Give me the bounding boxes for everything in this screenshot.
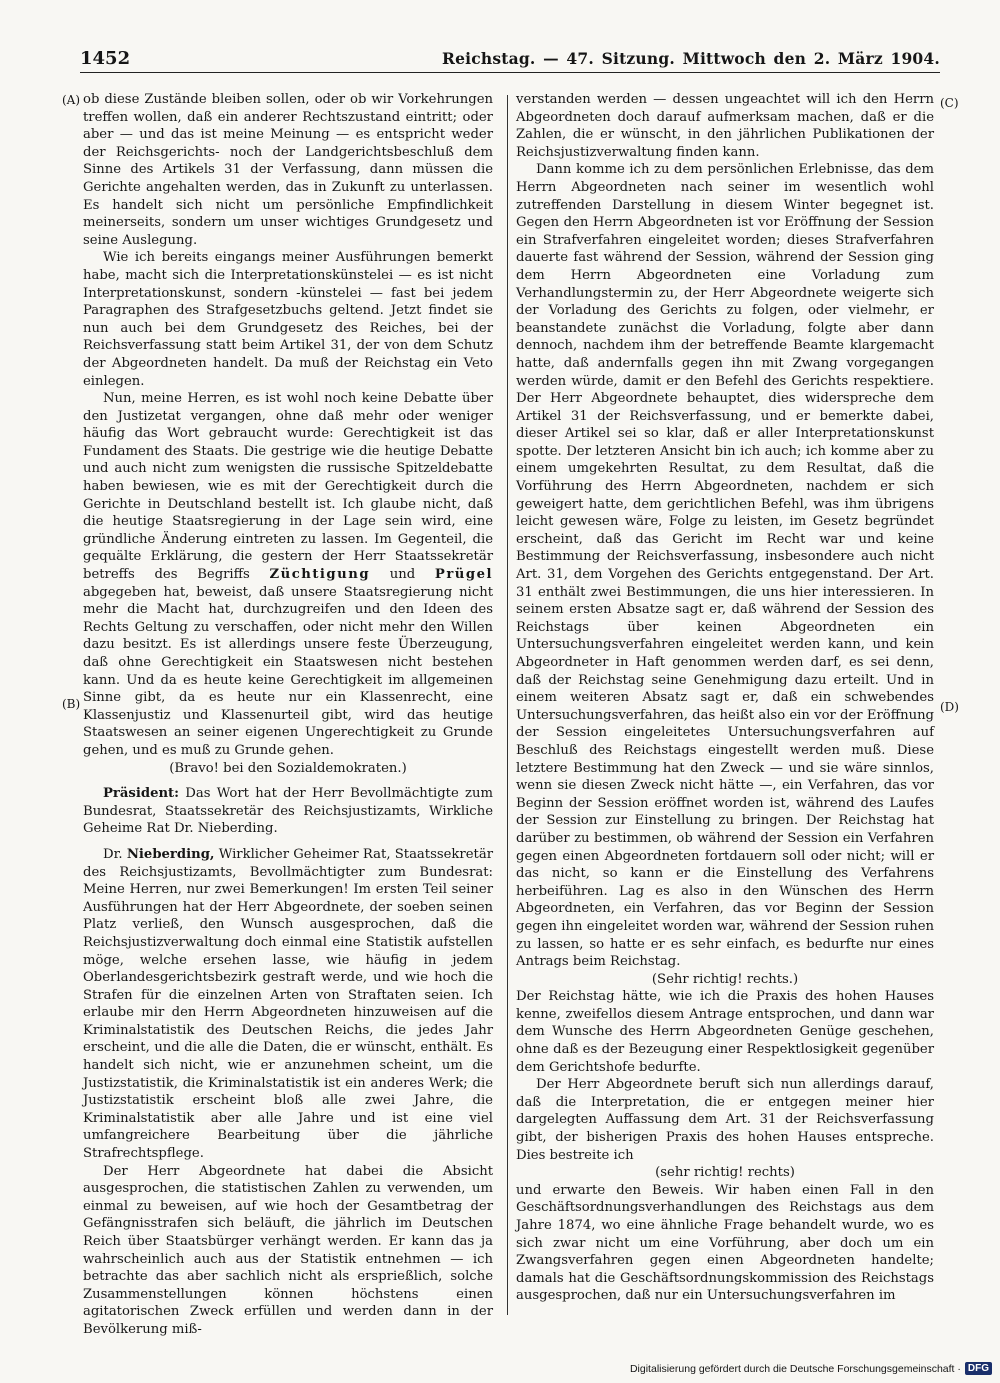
- paragraph-text: Nun, meine Herren, es ist wohl noch keine Debatte über den Justizetat vergangen, ohne daß mehr oder weniger häufig das Wort gebraucht wurde: Gerechtigkeit ist das Fundament des Staats. Die gestrige wie die heutige Debatte und auch nicht zum wenigsten die russische Spitzeldebatte haben bewiesen, wie es mit der Gerechtigkeit durch die Gerichte in Deutschland bestellt ist. Ich glaube nicht, daß die heutige Staatsregierung in der Lage sein wird, eine gründliche Änderung eintreten zu lassen. Im Gegenteil, die gequälte Erklärung, die gestern der Herr Staatssekretär betreffs des Begriffs: [83, 391, 493, 583]
- paragraph: verstanden werden — dessen ungeachtet will ich den Herrn Abgeordneten doch darauf aufmerksam machen, daß er die Zahlen, die er wünscht, in den jährlichen Publikationen der Reichsjustizverwaltung finden kann.: [516, 92, 934, 160]
- paragraph: ob diese Zustände bleiben sollen, oder ob wir Vorkehrungen treffen wollen, daß ein anderer Rechtszustand eintritt; oder aber — und das ist meine Meinung — es entspricht weder der Reichsgerichts- noch der Landgerichtsbeschluß dem Sinne des Artikels 31 der Verfassung, dann müssen die Gerichte angehalten werden, das in Zukunft zu unterlassen. Es handelt sich nicht um persönliche Empfindlichkeit meinerseits, sondern um unser wichtiges Grundgesetz und seine Auslegung.: [83, 92, 493, 248]
- speaker-title: Dr.: [103, 846, 123, 862]
- left-column: [83, 91, 493, 1339]
- paragraph: Der Herr Abgeordnete hat dabei die Absicht ausgesprochen, die statistischen Zahlen zu verwenden, um einmal zu beweisen, auf wie hoch der Gesamtbetrag der Gefängnisstrafen sich beläuft, die jährlich im Deutschen Reich über Staatsbürger verhängt werden. Er kann das ja wahrscheinlich auch aus der Statistik entnehmen — ich betrachte das aber sachlich nicht als ersprießlich, solche Zusammenstellungen können höchstens einen agitatorischen Zweck erfüllen und werden dann in der Bevölkerung miß-: [83, 1163, 493, 1337]
- paragraph-text: Wirklicher Geheimer Rat, Staatssekretär des Reichsjustizamts, Bevollmächtigter zum Bundesrat: Meine Herren, nur zwei Bemerkungen! Im ersten Teil seiner Ausführungen hat der Herr Abgeordnete, der soeben seinen Platz verließ, den Wunsch ausgesprochen, daß die Reichsjustizverwaltung doch einmal eine Statistik aufstellen möge, welche ersehen lasse, wie häufig in jedem Oberlandesgerichtsbezirk gestraft werde, und wie hoch die Strafen für die einzelnen Arten von Straftaten seien. Ich erlaube mir den Herrn Abgeordneten hinzuweisen auf die Kriminalstatistik des Deutschen Reichs, die jedes Jahr erscheint, und die alle die Daten, die er wünscht, enthält. Es handelt sich nicht, wie er anzunehmen scheint, um die Justizstatistik, die Kriminalstatistik ist ein anderes Werk; die Justizstatistik erscheint bloß alle zwei Jahre, die Kriminalstatistik aber alle Jahre und ist eine viel umfangreichere Bearbeitung über die jährliche Strafrechtspflege.: [83, 846, 493, 1162]
- margin-marker-c: (C): [940, 96, 959, 110]
- paragraph: [83, 785, 493, 838]
- margin-marker-d: (D): [940, 700, 959, 714]
- emphasis-word: Prügel: [434, 567, 493, 583]
- paragraph-text: und: [389, 567, 416, 583]
- margin-marker-b: (B): [62, 697, 81, 711]
- paragraph: und erwarte den Beweis. Wir haben einen Fall in den Geschäftsordnungsverhandlungen des Reichstags aus dem Jahre 1874, wo eine ähnliche Frage behandelt wurde, wo es sich zwar nicht um eine Vorführung, aber doch um ein Zwangsverfahren gegen einen Abgeordneten handelte; damals hat die Geschäftsordnungskommission des Reichstags ausgesprochen, daß nur ein Untersuchungsverfahren im: [516, 1182, 934, 1304]
- right-column: [516, 91, 934, 1305]
- digitization-credit: [630, 1362, 992, 1375]
- header-rule: [80, 72, 940, 73]
- paragraph: [83, 390, 493, 759]
- credit-text: Digitalisierung gefördert durch die Deutsche Forschungsgemeinschaft ·: [629, 1362, 961, 1375]
- interjection: (Sehr richtig! rechts.): [651, 971, 799, 987]
- paragraph-text: abgegeben hat, beweist, daß unsere Staatsregierung nicht mehr die Macht hat, durchzugreifen und den Ideen des Rechts Geltung zu verschaffen, oder nicht mehr den Willen dazu besitzt. Es ist allerdings unsere feste Überzeugung, daß ohne Gerechtigkeit ein Staatswesen nicht bestehen kann. Und da es heute keine Gerechtigkeit im allgemeinen Sinne gibt, da es heute nur ein Klassenrecht, eine Klassenjustiz und Klassenurteil gibt, wird das heutige Staatswesen an seiner eigenen Ungerechtigkeit zu Grunde gehen, und es muß zu Grunde gehen.: [83, 584, 493, 758]
- paragraph: Der Herr Abgeordnete beruft sich nun allerdings darauf, daß die Interpretation, die er entgegen meiner hier dargelegten Auffassung dem Art. 31 der Reichsverfassung gibt, der bisherigen Praxis des hohen Hauses entspreche. Dies bestreite ich: [516, 1077, 934, 1163]
- paragraph: [83, 846, 493, 1163]
- interjection: (sehr richtig! rechts): [655, 1165, 795, 1181]
- margin-marker-a: (A): [62, 93, 81, 107]
- speaker-label: Präsident:: [103, 786, 180, 802]
- dfg-logo: DFG: [965, 1362, 992, 1375]
- speaker-name: Nieberding,: [126, 846, 215, 862]
- running-title: Reichstag. — 47. Sitzung. Mittwoch den 2. März 1904.: [442, 49, 940, 68]
- page-number: 1452: [80, 48, 131, 69]
- page-header: [80, 46, 940, 72]
- paragraph: Der Reichstag hätte, wie ich die Praxis des hohen Hauses kenne, zweifellos diesem Antrage entsprochen, und dann war dem Wunsche des Herrn Abgeordneten Genüge geschehen, ohne daß es der Bezeugung einer Respektlosigkeit gegenüber dem Gerichtshofe bedurfte.: [516, 989, 934, 1075]
- paragraph: Wie ich bereits eingangs meiner Ausführungen bemerkt habe, macht sich die Interpretationskünstelei — es ist nicht Interpretationskunst, sondern -künstelei — fast bei jedem Paragraphen des Strafgesetzbuchs geltend. Jetzt findet sie nun auch bei dem Grundgesetz des Reiches, bei der Reichsverfassung statt beim Artikel 31, der von dem Schutz der Abgeordneten handelt. Da muß der Reichstag ein Veto einlegen.: [83, 250, 493, 389]
- emphasis-word: Züchtigung: [269, 567, 371, 583]
- interjection: (Bravo! bei den Sozialdemokraten.): [169, 760, 407, 776]
- paragraph-text: Das Wort hat der Herr Bevollmächtigte zum Bundesrat, Staatssekretär des Reichsjustizamts, Wirkliche Geheime Rat Dr. Nieberding.: [83, 786, 494, 837]
- column-divider: [507, 95, 508, 1315]
- paragraph: Dann komme ich zu dem persönlichen Erlebnisse, das dem Herrn Abgeordneten nach seiner im wesentlich wohl zutreffenden Darstellung in diesem Winter begegnet ist. Gegen den Herrn Abgeordneten ist vor Eröffnung der Session ein Strafverfahren eingeleitet worden; dieses Strafverfahren dauerte fast während der Session, während der Session ging dem Herrn Abgeordneten eine Vorladung zum Verhandlungstermin zu, der Herr Abgeordnete weigerte sich der Vorladung des Gerichts zu folgen, oder vielmehr, er beanstandete zunächst die Vorladung, folgte aber dann dennoch, nachdem ihm der betreffende Beamte klargemacht hatte, daß andernfalls gegen ihn mit Zwang vorgegangen werden würde, damit er den Befehl des Gerichts respektiere. Der Herr Abgeordnete behauptet, dies widerspreche dem Artikel 31 der Reichsverfassung, und er bemerkte dabei, dieser Artikel sei so klar, daß er aller Interpretationskunst spotte. Der letzteren Ansicht bin ich auch; ich komme aber zu einem umgekehrten Resultat, zu dem Resultat, daß die Vorführung des Herrn Abgeordneten, nachdem er sich geweigert hatte, dem gerichtlichen Befehl, was ihm übrigens leicht gewesen wäre, Folge zu leisten, im Gesetz begründet erscheint, daß das Gericht im Recht war und keine Bestimmung der Reichsverfassung, insbesondere auch nicht Art. 31, dem Vorgehen des Gerichts entgegenstand. Der Art. 31 enthält zwei Bestimmungen, die uns hier interessieren. In seinem ersten Absatze sagt er, daß während der Session des Reichstags über keinen Abgeordneten ein Untersuchungsverfahren eingeleitet werden kann, und kein Abgeordneter in Haft genommen werden darf, es sei denn, daß der Reichstag seine Genehmigung dazu erteilt. Und in einem weiteren Absatz sagt er, daß ein schwebendes Untersuchungsverfahren, das heißt also ein vor der Eröffnung der Session eingeleitetes Untersuchungsverfahren auf Beschluß des Reichstags eingestellt werden muß. Diese letztere Bestimmung hat den Zweck — und sie wäre sinnlos, wenn sie diesen Zweck nicht hätte —, ein Verfahren, das vor Beginn der Session eröffnet worden ist, während des Laufes der Session zur Einstellung zu bringen. Der Reichstag hat darüber zu bestimmen, ob während der Session ein Verfahren gegen einen Abgeordneten fortdauern soll oder nicht; will er das nicht, so kann er die Einstellung des Verfahrens herbeiführen. Lag es also in den Wünschen des Herrn Abgeordneten, ein Verfahren, das vor Beginn der Session gegen ihn eingeleitet worden war, während der Session ruhen zu lassen, so hatte er es sehr einfach, es bedurfte nur eines Antrags beim Reichstag.: [516, 162, 934, 970]
